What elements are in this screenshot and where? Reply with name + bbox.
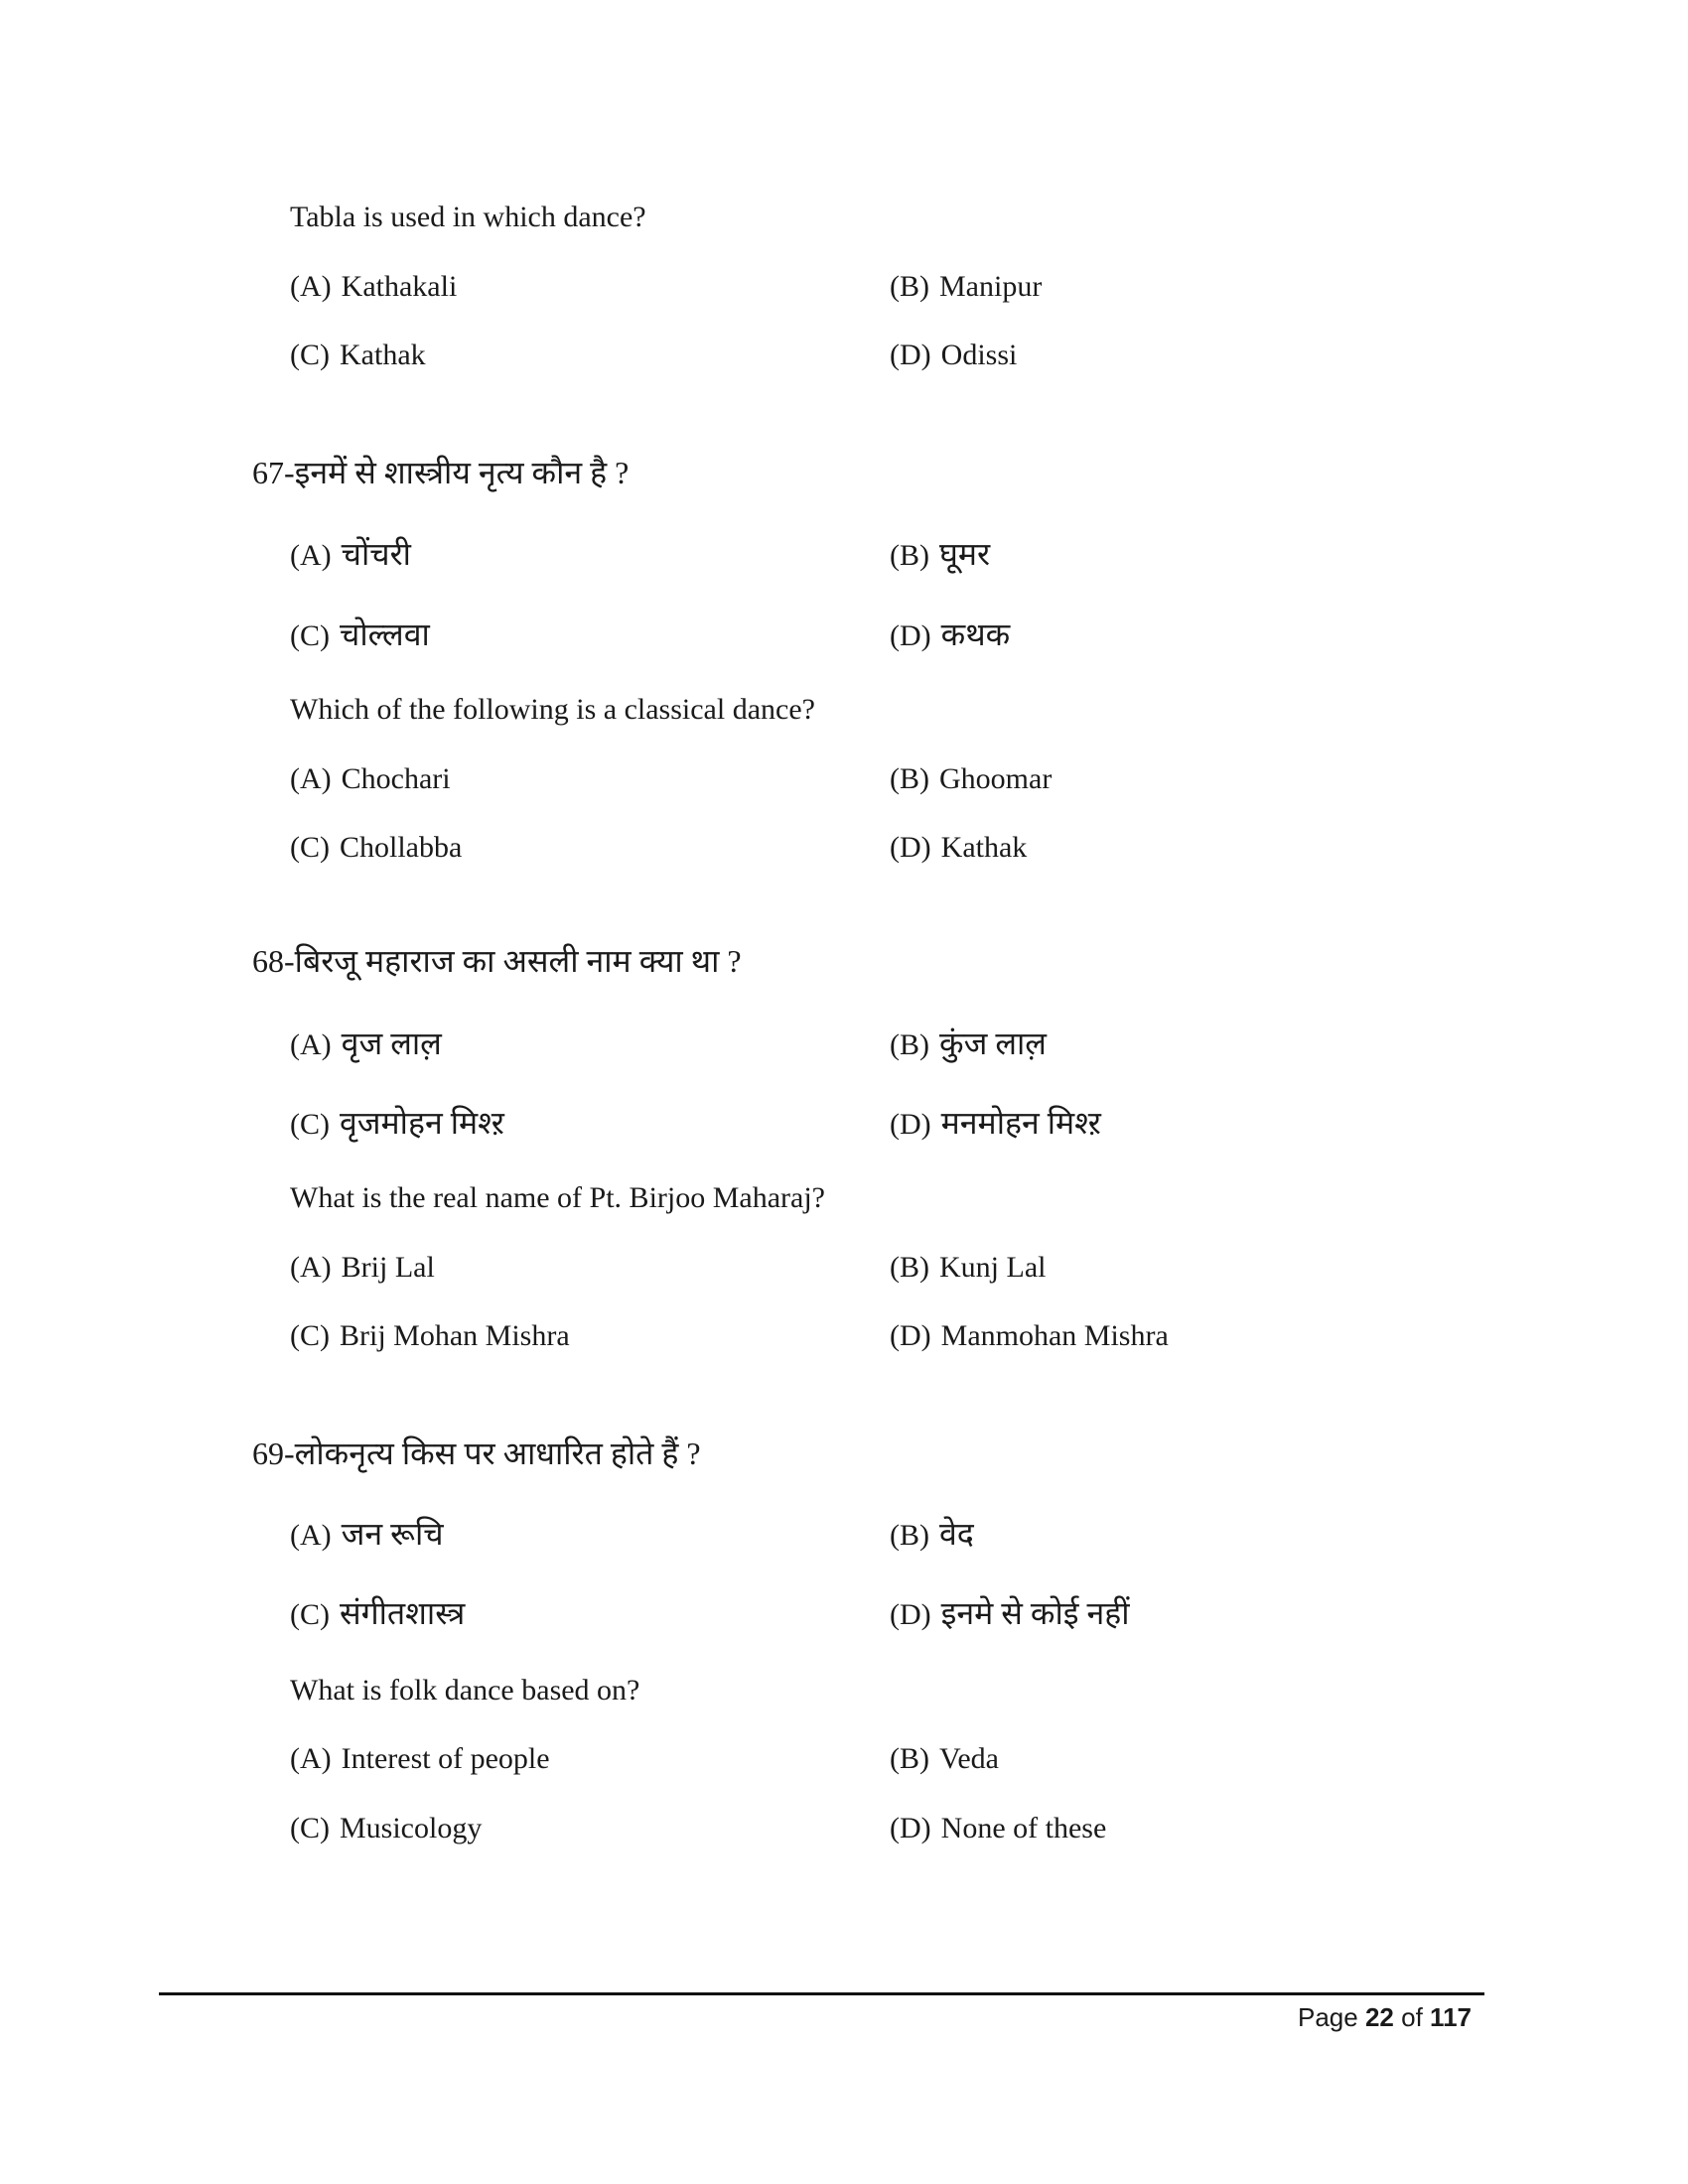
option-label: (D) — [890, 619, 931, 652]
option-label: (B) — [890, 1519, 929, 1552]
option-text: चोल्लवा — [340, 616, 430, 652]
hindi-option-d — [890, 614, 1010, 656]
option-text: None of these — [940, 1812, 1107, 1844]
option-text: कथक — [940, 616, 1011, 652]
option-text: Musicology — [340, 1812, 483, 1844]
option-c — [290, 1809, 482, 1848]
hindi-option-b — [890, 1024, 1047, 1065]
option-text: चोंचरी — [341, 536, 411, 572]
hindi-option-d — [890, 1103, 1101, 1145]
hindi-option-c — [290, 1593, 465, 1635]
option-label: (A) — [290, 1028, 332, 1061]
option-label: (B) — [890, 762, 929, 795]
option-d — [890, 828, 1027, 868]
option-text: Kathakali — [341, 270, 458, 303]
option-label: (D) — [890, 1108, 931, 1141]
english-question-67: Which of the following is a classical dance? — [290, 693, 815, 726]
option-text: संगीतशास्त्र — [340, 1595, 466, 1631]
hindi-question-69: 69-लोकनृत्य किस पर आधारित होते हैं ? — [252, 1435, 701, 1471]
option-c — [290, 828, 462, 868]
option-label: (A) — [290, 539, 332, 572]
option-text: Ghoomar — [939, 762, 1053, 795]
option-a — [290, 267, 457, 307]
total-pages: 117 — [1430, 2002, 1472, 2032]
hindi-option-c — [290, 1103, 504, 1145]
english-question-68: What is the real name of Pt. Birjoo Maharaj? — [290, 1181, 825, 1214]
option-label: (D) — [890, 1812, 931, 1844]
option-label: (A) — [290, 1251, 332, 1284]
option-text: घूमर — [939, 536, 991, 572]
option-a — [290, 759, 451, 799]
option-b — [890, 1248, 1046, 1288]
option-b — [890, 1739, 999, 1779]
option-text: इनमे से कोई नहीं — [940, 1595, 1130, 1631]
page-word: Page — [1298, 2002, 1358, 2032]
option-label: (B) — [890, 539, 929, 572]
option-text: वेद — [939, 1516, 974, 1552]
option-text: Kathak — [340, 339, 426, 371]
option-label: (B) — [890, 1742, 929, 1775]
option-label: (C) — [290, 339, 330, 371]
option-label: (C) — [290, 1319, 330, 1352]
option-label: (C) — [290, 1812, 330, 1844]
option-d — [890, 1809, 1106, 1848]
option-text: Chochari — [341, 762, 451, 795]
option-label: (A) — [290, 762, 332, 795]
option-label: (C) — [290, 831, 330, 864]
option-d — [890, 1316, 1169, 1356]
hindi-option-c — [290, 614, 430, 656]
hindi-question-67: 67-इनमें से शास्त्रीय नृत्य कौन है ? — [252, 455, 630, 490]
option-label: (C) — [290, 1598, 330, 1631]
option-label: (B) — [890, 270, 929, 303]
footer-divider — [159, 1992, 1484, 1995]
english-question-69: What is folk dance based on? — [290, 1674, 640, 1706]
option-text: Brij Mohan Mishra — [340, 1319, 570, 1352]
option-label: (C) — [290, 619, 330, 652]
option-text: Odissi — [940, 339, 1018, 371]
option-b — [890, 267, 1042, 307]
hindi-option-d — [890, 1593, 1130, 1635]
option-text: Manmohan Mishra — [940, 1319, 1169, 1352]
question-text: Tabla is used in which dance? — [290, 201, 646, 233]
option-text: Manipur — [939, 270, 1043, 303]
option-text: कुंज लाल़ — [939, 1025, 1048, 1061]
option-text: Veda — [939, 1742, 999, 1775]
option-label: (D) — [890, 831, 931, 864]
page-number — [1298, 2001, 1472, 2033]
hindi-option-a — [290, 1514, 444, 1556]
option-text: Brij Lal — [341, 1251, 435, 1284]
option-label: (B) — [890, 1028, 929, 1061]
hindi-option-a — [290, 534, 411, 576]
option-label: (A) — [290, 1519, 332, 1552]
option-text: Interest of people — [341, 1742, 550, 1775]
option-label: (D) — [890, 1598, 931, 1631]
option-label: (C) — [290, 1108, 330, 1141]
option-a — [290, 1248, 435, 1288]
hindi-question-68: 68-बिरजू महाराज का असली नाम क्या था ? — [252, 943, 742, 979]
option-label: (D) — [890, 1319, 931, 1352]
option-c — [290, 336, 426, 375]
hindi-option-a — [290, 1024, 442, 1065]
option-d — [890, 336, 1017, 375]
option-b — [890, 759, 1052, 799]
option-text: जन रूचि — [341, 1516, 444, 1552]
option-text: वृज लाल़ — [341, 1025, 442, 1061]
option-label: (B) — [890, 1251, 929, 1284]
option-text: वृजमोहन मिश्ऱ — [340, 1105, 504, 1141]
option-label: (D) — [890, 339, 931, 371]
option-text: Kathak — [940, 831, 1028, 864]
option-text: Kunj Lal — [939, 1251, 1047, 1284]
option-label: (A) — [290, 1742, 332, 1775]
option-text: Chollabba — [340, 831, 463, 864]
of-word: of — [1401, 2002, 1423, 2032]
current-page: 22 — [1364, 2002, 1394, 2032]
option-text: मनमोहन मिश्ऱ — [940, 1105, 1101, 1141]
option-a — [290, 1739, 550, 1779]
hindi-option-b — [890, 534, 990, 576]
option-c — [290, 1316, 570, 1356]
hindi-option-b — [890, 1514, 974, 1556]
option-label: (A) — [290, 270, 332, 303]
